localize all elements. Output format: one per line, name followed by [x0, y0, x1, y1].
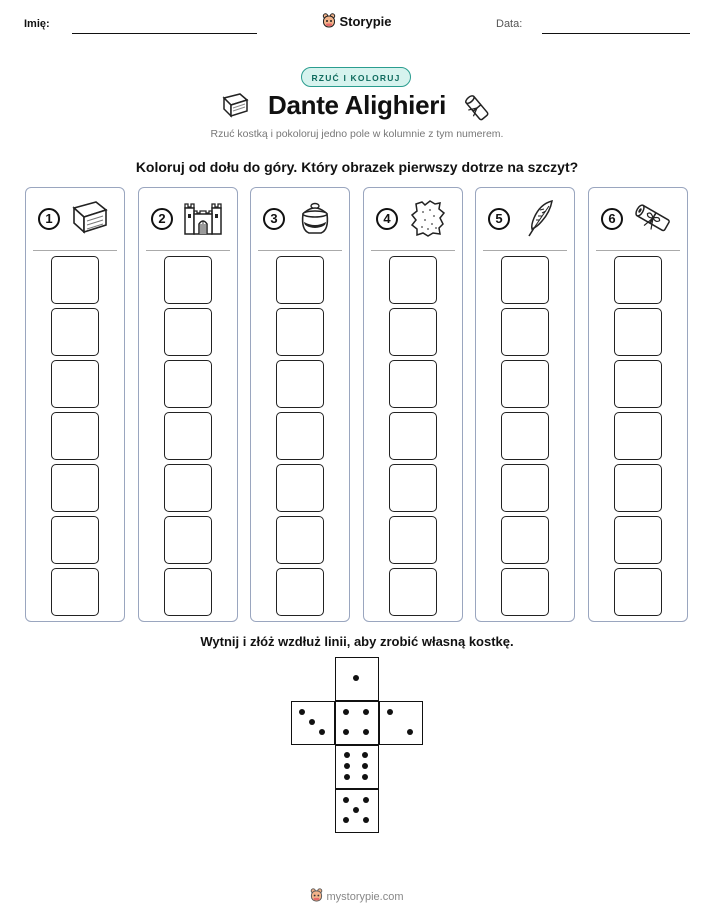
column-number: 5 [488, 208, 510, 230]
brand-name: Storypie [339, 13, 392, 29]
die-face-6 [335, 745, 379, 789]
color-cell[interactable] [389, 568, 437, 616]
pip [407, 729, 413, 735]
column-divider [258, 250, 342, 251]
color-cell[interactable] [276, 464, 324, 512]
scroll-icon [631, 198, 675, 243]
pip [362, 774, 368, 780]
pip [343, 817, 349, 823]
color-cell[interactable] [164, 360, 212, 408]
color-cell[interactable] [164, 568, 212, 616]
color-cell[interactable] [51, 464, 99, 512]
color-cell[interactable] [276, 308, 324, 356]
pip [344, 752, 350, 758]
pip [363, 817, 369, 823]
column-number: 2 [151, 208, 173, 230]
column-divider [596, 250, 680, 251]
color-cell[interactable] [51, 360, 99, 408]
column-divider [146, 250, 230, 251]
color-cell[interactable] [389, 256, 437, 304]
column-divider [483, 250, 567, 251]
activity-badge: RZUĆ I KOLORUJ [301, 67, 411, 87]
column-5 [475, 187, 575, 622]
color-cell[interactable] [51, 516, 99, 564]
column-1 [25, 187, 125, 622]
color-cell[interactable] [276, 256, 324, 304]
column-6 [588, 187, 688, 622]
color-cell[interactable] [389, 308, 437, 356]
pip [363, 797, 369, 803]
color-cell[interactable] [501, 464, 549, 512]
color-cell[interactable] [501, 412, 549, 460]
column-number: 3 [263, 208, 285, 230]
column-divider [371, 250, 455, 251]
mascot-icon [322, 13, 336, 32]
footer [0, 888, 714, 906]
color-cell[interactable] [164, 308, 212, 356]
color-cell[interactable] [614, 308, 662, 356]
color-cell[interactable] [164, 464, 212, 512]
castle-icon [181, 198, 225, 243]
pip [363, 729, 369, 735]
column-number: 1 [38, 208, 60, 230]
pip [362, 763, 368, 769]
pip [353, 807, 359, 813]
pip [343, 729, 349, 735]
color-cell[interactable] [51, 568, 99, 616]
color-cell[interactable] [614, 412, 662, 460]
brand-logo [0, 13, 714, 32]
color-cell[interactable] [614, 256, 662, 304]
column-3 [250, 187, 350, 622]
color-cell[interactable] [164, 516, 212, 564]
pip [319, 729, 325, 735]
column-2 [138, 187, 238, 622]
color-cell[interactable] [164, 256, 212, 304]
color-cell[interactable] [276, 516, 324, 564]
pip [343, 797, 349, 803]
instruction: Koloruj od dołu do góry. Który obrazek pierwszy dotrze na szczyt? [135, 159, 579, 175]
pip [344, 774, 350, 780]
color-cell[interactable] [501, 568, 549, 616]
die-face-4 [335, 701, 379, 745]
pip [362, 752, 368, 758]
pip [299, 709, 305, 715]
pip [344, 763, 350, 769]
color-cell[interactable] [614, 464, 662, 512]
column-number: 4 [376, 208, 398, 230]
pip [309, 719, 315, 725]
color-cell[interactable] [276, 412, 324, 460]
die-face-1 [335, 657, 379, 701]
subtitle: Rzuć kostką i pokoloruj jedno pole w kolumnie z tym numerem. [210, 128, 504, 140]
pip [353, 675, 359, 681]
color-cell[interactable] [51, 308, 99, 356]
inkpot-icon [293, 198, 337, 243]
column-4 [363, 187, 463, 622]
color-cell[interactable] [276, 360, 324, 408]
name-line [72, 33, 257, 34]
mascot-icon [310, 888, 323, 906]
color-cell[interactable] [501, 516, 549, 564]
color-cell[interactable] [51, 256, 99, 304]
color-cell[interactable] [389, 464, 437, 512]
name-label: Imię: [24, 18, 50, 30]
color-cell[interactable] [389, 360, 437, 408]
color-cell[interactable] [614, 568, 662, 616]
color-cell[interactable] [164, 412, 212, 460]
cut-instruction: Wytnij i złóż wzdłuż linii, aby zrobić własną kostkę. [200, 634, 514, 649]
quill-icon [518, 198, 562, 243]
column-number: 6 [601, 208, 623, 230]
color-cell[interactable] [389, 412, 437, 460]
color-cell[interactable] [614, 360, 662, 408]
date-label: Data: [496, 18, 523, 30]
book-icon [68, 198, 112, 243]
die-face-2 [379, 701, 423, 745]
pip [387, 709, 393, 715]
color-cell[interactable] [501, 256, 549, 304]
date-line [542, 33, 690, 34]
pip [343, 709, 349, 715]
parchment-icon [406, 198, 450, 243]
pip [363, 709, 369, 715]
die-face-3 [291, 701, 335, 745]
color-cell[interactable] [501, 308, 549, 356]
scroll-icon [462, 92, 492, 129]
color-cell[interactable] [276, 568, 324, 616]
color-cell[interactable] [614, 516, 662, 564]
footer-url: mystorypie.com [326, 890, 404, 903]
page-title: Dante Alighieri [267, 90, 446, 120]
color-cell[interactable] [51, 412, 99, 460]
die-face-5 [335, 789, 379, 833]
color-cell[interactable] [501, 360, 549, 408]
color-cell[interactable] [389, 516, 437, 564]
column-divider [33, 250, 117, 251]
